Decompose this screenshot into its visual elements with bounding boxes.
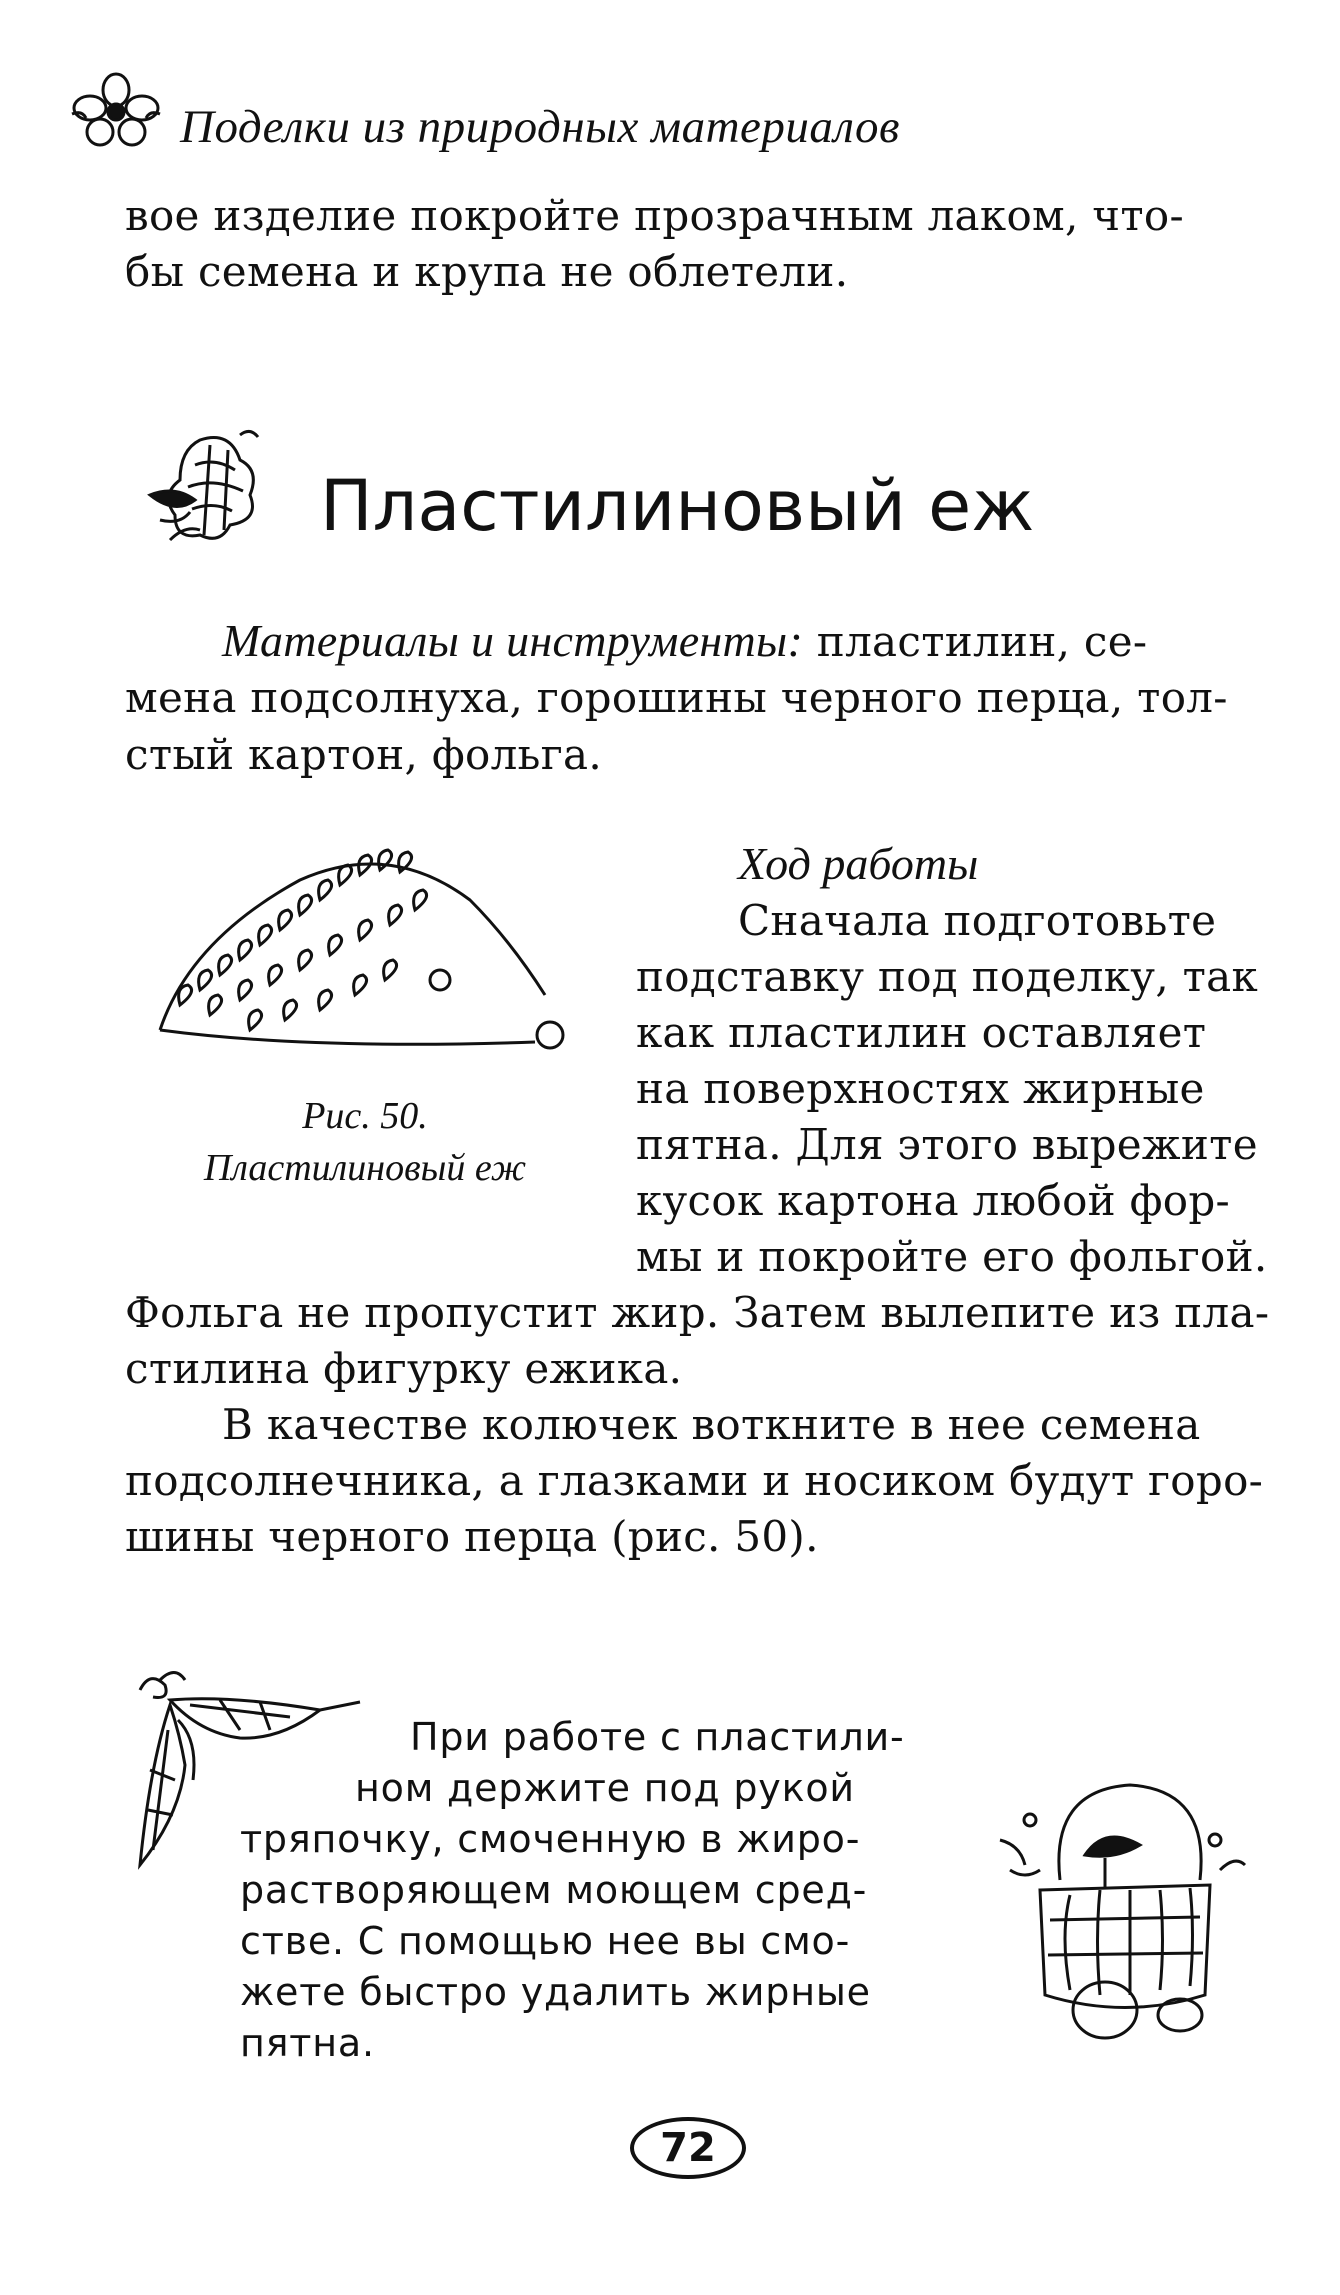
procedure-line-1: Сначала подготовьте <box>738 896 1217 945</box>
procedure-line-4: на поверхностях жирные <box>636 1064 1205 1113</box>
procedure-line-6: кусок картона любой фор- <box>636 1176 1231 1225</box>
tip-line-7: пятна. <box>240 2021 375 2065</box>
tip-line-3: тряпочку, смоченную в жиро- <box>240 1817 861 1861</box>
intro-line-2: бы семена и крупа не облетели. <box>125 247 849 296</box>
flower-ornament-icon <box>66 70 166 150</box>
page-number: 72 <box>630 2117 746 2179</box>
running-title: Поделки из природных материалов <box>180 101 900 153</box>
section-title: Пластилиновый еж <box>320 465 1035 547</box>
continued-line-2: стилина фигурку ежика. <box>125 1344 683 1393</box>
pine-cone-icon <box>140 425 300 565</box>
materials-line-1 <box>222 613 1147 670</box>
materials-text-1: пластилин, се- <box>803 617 1148 666</box>
figure-caption-title: Пластилиновый еж <box>203 1147 527 1189</box>
procedure-line-5: пятна. Для этого вырежите <box>636 1120 1258 1169</box>
continued-line-1: Фольга не пропустит жир. Затем вылепите из пла- <box>125 1288 1270 1337</box>
procedure-line-7: мы и покройте его фольгой. <box>636 1232 1268 1281</box>
mushroom-basket-icon <box>990 1760 1250 2050</box>
tip-line-1: При работе с пластили- <box>410 1715 905 1759</box>
continued-line-4: подсолнечника, а глазками и носиком будут горо- <box>125 1456 1264 1505</box>
procedure-line-2: подставку под поделку, так <box>636 952 1259 1001</box>
figure-caption-number: Рис. 50. <box>302 1095 428 1137</box>
procedure-heading: Ход работы <box>738 838 979 889</box>
continued-line-5: шины черного перца (рис. 50). <box>125 1512 819 1561</box>
materials-line-2: мена подсолнуха, горошины черного перца, тол- <box>125 673 1228 722</box>
tip-line-2: ном держите под рукой <box>355 1766 855 1810</box>
materials-label: Материалы и инструменты: <box>222 615 804 666</box>
intro-line-1: вое изделие покройте прозрачным лаком, что- <box>125 191 1184 240</box>
tip-line-4: растворяющем моющем сред- <box>240 1868 868 1912</box>
continued-line-3: В качестве колючек воткните в нее семена <box>222 1400 1201 1449</box>
tip-line-6: жете быстро удалить жирные <box>240 1970 871 2014</box>
materials-line-3: стый картон, фольга. <box>125 730 603 779</box>
hedgehog-illustration <box>150 830 580 1060</box>
procedure-line-3: как пластилин оставляет <box>636 1008 1207 1057</box>
tip-line-5: стве. С помощью нее вы смо- <box>240 1919 851 1963</box>
